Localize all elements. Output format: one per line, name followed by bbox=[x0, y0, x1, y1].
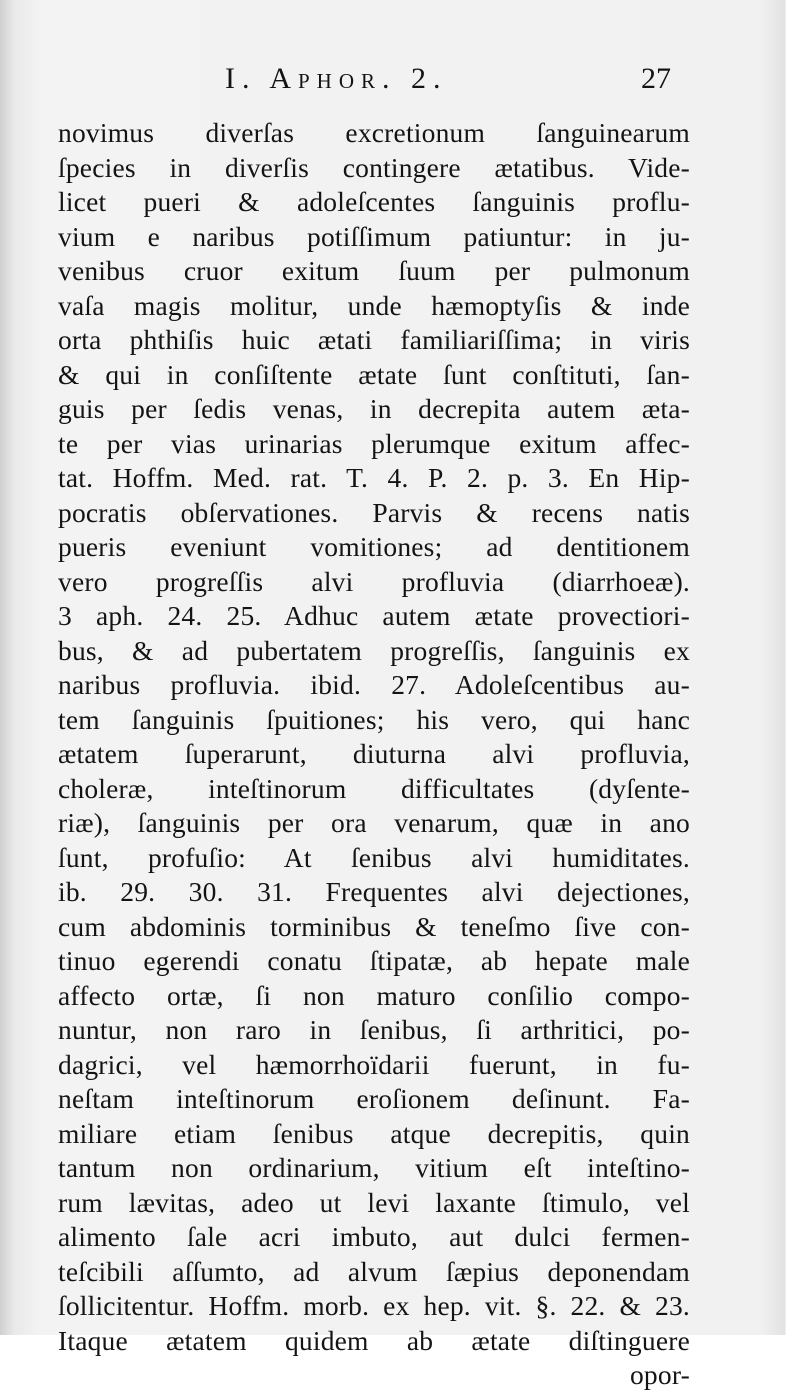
text-line: Itaque ætatem quidem ab ætate diſtinguere bbox=[58, 1324, 690, 1356]
text-line: te per vias urinarias plerumque exitum affec- bbox=[58, 427, 690, 459]
text-line: tat. Hoffm. Med. rat. T. 4. P. 2. p. 3. En Hip- bbox=[58, 462, 690, 493]
text-line: 3 aph. 24. 25. Adhuc autem ætate provectiori- bbox=[58, 600, 690, 631]
text-line: ſollicitentur. Hoffm. morb. ex hep. vit. §. 22. & 23. bbox=[58, 1290, 690, 1321]
catchword: opor- bbox=[629, 1359, 690, 1390]
text-line: tantum non ordinarium, vitium eſt inteſtino- bbox=[58, 1152, 690, 1183]
text-line: tem ſanguinis ſpuitiones; his vero, qui hanc bbox=[58, 703, 690, 735]
text-line: alimento ſale acri imbuto, aut dulci fermen- bbox=[58, 1221, 690, 1252]
text-line: cum abdominis torminibus & teneſmo ſive con- bbox=[58, 910, 690, 942]
text-line: ſpecies in diverſis contingere ætatibus. Vide- bbox=[58, 151, 690, 183]
running-head: I. Aphor. 2. bbox=[225, 62, 448, 95]
text-line: guis per ſedis venas, in decrepita autem æta- bbox=[58, 393, 690, 424]
text-line: tinuo egerendi conatu ſtipatæ, ab hepate male bbox=[58, 945, 690, 976]
text-line: bus, & ad pubertatem progreſſis, ſanguinis ex bbox=[58, 634, 690, 666]
text-line: vaſa magis molitur, unde hæmoptyſis & inde bbox=[58, 289, 690, 321]
text-line: miliare etiam ſenibus atque decrepitis, quin bbox=[58, 1117, 690, 1149]
text-line: orta phthiſis huic ætati familiariſſima; in viris bbox=[58, 324, 690, 355]
text-line: licet pueri & adoleſcentes ſanguinis proflu- bbox=[58, 186, 690, 217]
text-line: venibus cruor exitum ſuum per pulmonum bbox=[58, 255, 690, 286]
text-line: neſtam inteſtinorum eroſionem deſinunt. Fa- bbox=[58, 1083, 690, 1114]
text-line: ætatem ſuperarunt, diuturna alvi profluvia, bbox=[58, 738, 690, 769]
text-line: affecto ortæ, ſi non maturo conſilio compo- bbox=[58, 979, 690, 1011]
text-line: pueris eveniunt vomitiones; ad dentitionem bbox=[58, 531, 690, 562]
page-edge bbox=[786, 0, 800, 1335]
text-line: ſunt, profuſio: At ſenibus alvi humiditates. bbox=[58, 841, 690, 873]
text-line: choleræ, inteſtinorum difficultates (dyſente- bbox=[58, 772, 690, 804]
text-line: nuntur, non raro in ſenibus, ſi arthritici, po- bbox=[58, 1014, 690, 1045]
text-line: vium e naribus potiſſimum patiuntur: in ju- bbox=[58, 220, 690, 252]
body-text bbox=[58, 116, 690, 1393]
page-number: 27 bbox=[641, 62, 671, 95]
text-line: novimus diverſas excretionum ſanguinearum bbox=[58, 117, 690, 148]
text-line: vero progreſſis alvi profluvia (diarrhoeæ). bbox=[58, 565, 690, 597]
text-line: teſcibili aſſumto, ad alvum ſæpius deponendam bbox=[58, 1255, 690, 1287]
text-line: dagrici, vel hæmorrhoïdarii fuerunt, in fu- bbox=[58, 1048, 690, 1080]
text-line: rum lævitas, adeo ut levi laxante ſtimulo, vel bbox=[58, 1186, 690, 1218]
page-header bbox=[0, 62, 800, 102]
text-line: pocratis obſervationes. Parvis & recens natis bbox=[58, 496, 690, 528]
text-line: ib. 29. 30. 31. Frequentes alvi dejectiones, bbox=[58, 876, 690, 907]
text-line: naribus profluvia. ibid. 27. Adoleſcentibus au- bbox=[58, 669, 690, 700]
text-line: riæ), ſanguinis per ora venarum, quæ in ano bbox=[58, 807, 690, 838]
text-line: & qui in conſiſtente ætate ſunt conſtituti, ſan- bbox=[58, 358, 690, 390]
